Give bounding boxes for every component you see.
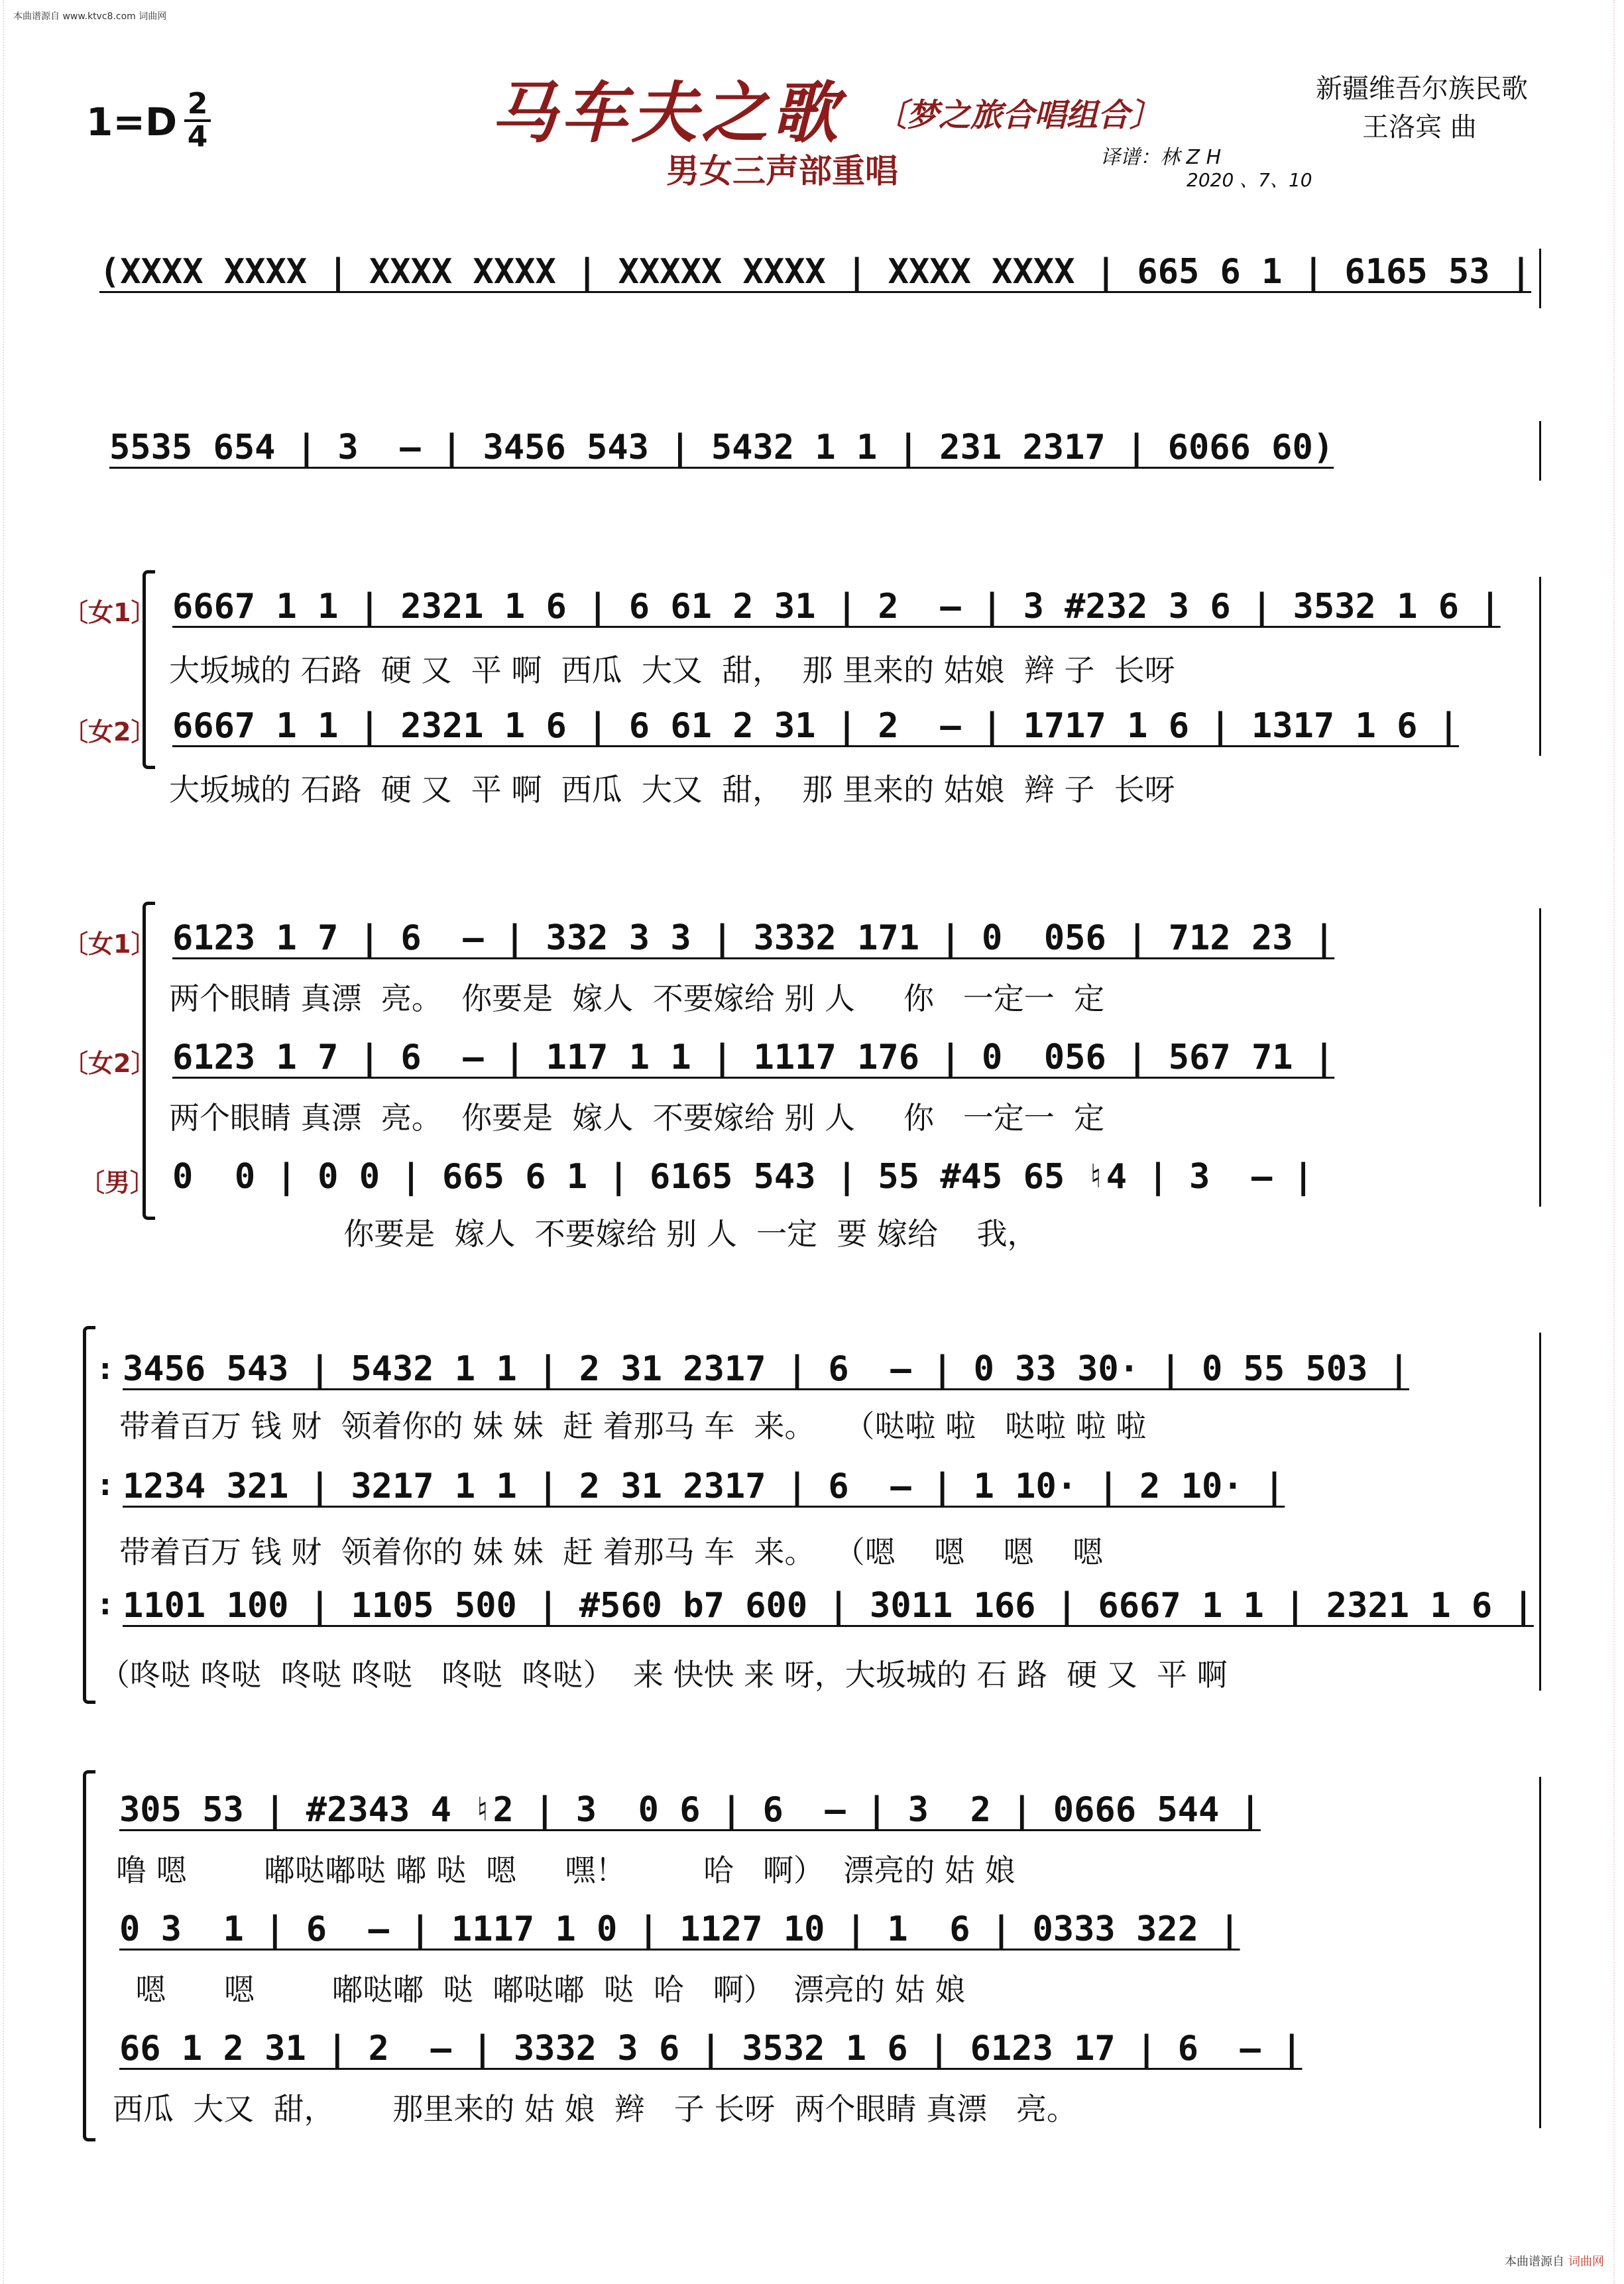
time-signature-bottom: 4 [184, 119, 211, 152]
repeat-sign-2: : [99, 1469, 111, 1502]
label-female1: 〔女1〕 [63, 598, 156, 627]
barline-end-s4 [1539, 1777, 1541, 2128]
system3-female1-notes: 3456 543 | 5432 1 1 | 2 31 2317 | 6 – | 0 33 30· | 0 55 503 | [123, 1349, 1410, 1389]
system1-female2-lyrics: 大坂城的 石路 硬 又 平 啊 西瓜 大又 甜， 那 里来的 姑娘 辫 子 长呀 [169, 772, 1175, 808]
label-male: 〔男〕 [80, 1168, 156, 1197]
translator-credit: 译谱：林 Z H [1100, 146, 1222, 169]
system-brace-3 [83, 1326, 95, 1704]
intro-line-2: 5535 654 | 3 – | 3456 543 | 5432 1 1 | 231 2317 | 6066 60) [109, 428, 1334, 467]
system3-male-lyrics: （咚哒 咚哒 咚哒 咚哒 咚哒 咚哒） 来 快快 来 呀，大坂城的 石 路 硬 又 平 啊 [99, 1657, 1228, 1693]
repeat-sign-1: : [99, 1352, 111, 1386]
intro-line-1: (XXXX XXXX | XXXX XXXX | XXXXX XXXX | XXXX XXXX | 665 6 1 | 6165 53 | [99, 252, 1532, 292]
performer-group: 〔梦之旅合唱组合〕 [875, 97, 1162, 134]
system2-female2-notes: 6123 1 7 | 6 – | 117 1 1 | 1117 176 | 0 056 | 567 71 | [172, 1038, 1335, 1077]
system4-male-lyrics: 西瓜 大又 甜， 那里来的 姑 娘 辫 子 长呀 两个眼睛 真漂 亮。 [113, 2091, 1077, 2127]
system-brace-4 [83, 1770, 95, 2141]
right-decorative-strip [1613, 0, 1621, 2284]
time-signature-top: 2 [187, 87, 208, 121]
system4-male-notes: 66 1 2 31 | 2 – | 3332 3 6 | 3532 1 6 | 6123 17 | 6 – | [119, 2029, 1303, 2069]
system4-female2-lyrics: 嗯 嗯 嘟哒嘟 哒 嘟哒嘟 哒 哈 啊） 漂亮的 姑 娘 [116, 1972, 966, 2008]
system1-female1-notes: 6667 1 1 | 2321 1 6 | 6 61 2 31 | 2 – | 3 #232 3 6 | 3532 1 6 | [172, 587, 1501, 627]
song-title: 马车夫之歌 [491, 74, 842, 152]
system3-female1-lyrics: 带着百万 钱 财 领着你的 妹 妹 赶 着那马 车 来。 （哒啦 啦 哒啦 啦 啦 [119, 1408, 1147, 1444]
barline-end-s2 [1539, 908, 1541, 1207]
composer: 王洛宾 曲 [1362, 112, 1477, 143]
system3-male-notes: 1101 100 | 1105 500 | #560 b7 600 | 3011 166 | 6667 1 1 | 2321 1 6 | [123, 1586, 1534, 1626]
label-female2: 〔女2〕 [63, 717, 156, 747]
label-female2-s2: 〔女2〕 [63, 1049, 156, 1078]
system2-male-lyrics: 你要是 嫁人 不要嫁给 别 人 一定 要 嫁给 我， [169, 1216, 1038, 1252]
source-watermark-top: 本曲谱源自 www.ktvc8.com 词曲网 [13, 11, 167, 22]
system1-female2-notes: 6667 1 1 | 2321 1 6 | 6 61 2 31 | 2 – | 1717 1 6 | 1317 1 6 | [172, 706, 1460, 746]
time-signature [184, 89, 211, 152]
barline-end-intro2 [1539, 421, 1541, 481]
system3-female2-notes: 1234 321 | 3217 1 1 | 2 31 2317 | 6 – | 1 10· | 2 10· | [123, 1467, 1285, 1506]
label-female1-s2: 〔女1〕 [63, 930, 156, 959]
system2-female2-lyrics: 两个眼睛 真漂 亮。 你要是 嫁人 不要嫁给 别 人 你 一定一 定 [169, 1100, 1105, 1136]
repeat-sign-3: : [99, 1588, 111, 1622]
source-watermark-bottom: 本曲谱源自 词曲网 [1505, 2255, 1604, 2269]
barline-end-s1 [1539, 577, 1541, 756]
system3-female2-lyrics: 带着百万 钱 财 领着你的 妹 妹 赶 着那马 车 来。 （嗯 嗯 嗯 嗯 [119, 1534, 1104, 1570]
system2-male-notes: 0 0 | 0 0 | 665 6 1 | 6165 543 | 55 #45 65 ♮4 | 3 – | [172, 1157, 1314, 1197]
system4-female2-notes: 0 3 1 | 6 – | 1117 1 0 | 1127 10 | 1 6 | 0333 322 | [119, 1909, 1240, 1949]
barline-end-s3 [1539, 1333, 1541, 1691]
barline-end-intro1 [1539, 249, 1541, 308]
transcription-date: 2020 、7、10 [1187, 169, 1312, 191]
system4-female1-notes: 305 53 | #2343 4 ♮2 | 3 0 6 | 6 – | 3 2 | 0666 544 | [119, 1790, 1261, 1830]
system1-female1-lyrics: 大坂城的 石路 硬 又 平 啊 西瓜 大又 甜， 那 里来的 姑娘 辫 子 长呀 [169, 652, 1175, 688]
system2-female1-lyrics: 两个眼睛 真漂 亮。 你要是 嫁人 不要嫁给 别 人 你 一定一 定 [169, 981, 1105, 1016]
system2-female1-notes: 6123 1 7 | 6 – | 332 3 3 | 3332 171 | 0 056 | 712 23 | [172, 918, 1335, 958]
left-decorative-strip [3, 0, 11, 2284]
arrangement-subtitle: 男女三声部重唱 [666, 152, 898, 190]
key-signature: 1=D [86, 99, 178, 145]
song-origin: 新疆维吾尔族民歌 [1316, 74, 1528, 104]
system4-female1-lyrics: 噜 嗯 嘟哒嘟哒 嘟 哒 嗯 嘿！ 哈 啊） 漂亮的 姑 娘 [116, 1852, 1015, 1888]
